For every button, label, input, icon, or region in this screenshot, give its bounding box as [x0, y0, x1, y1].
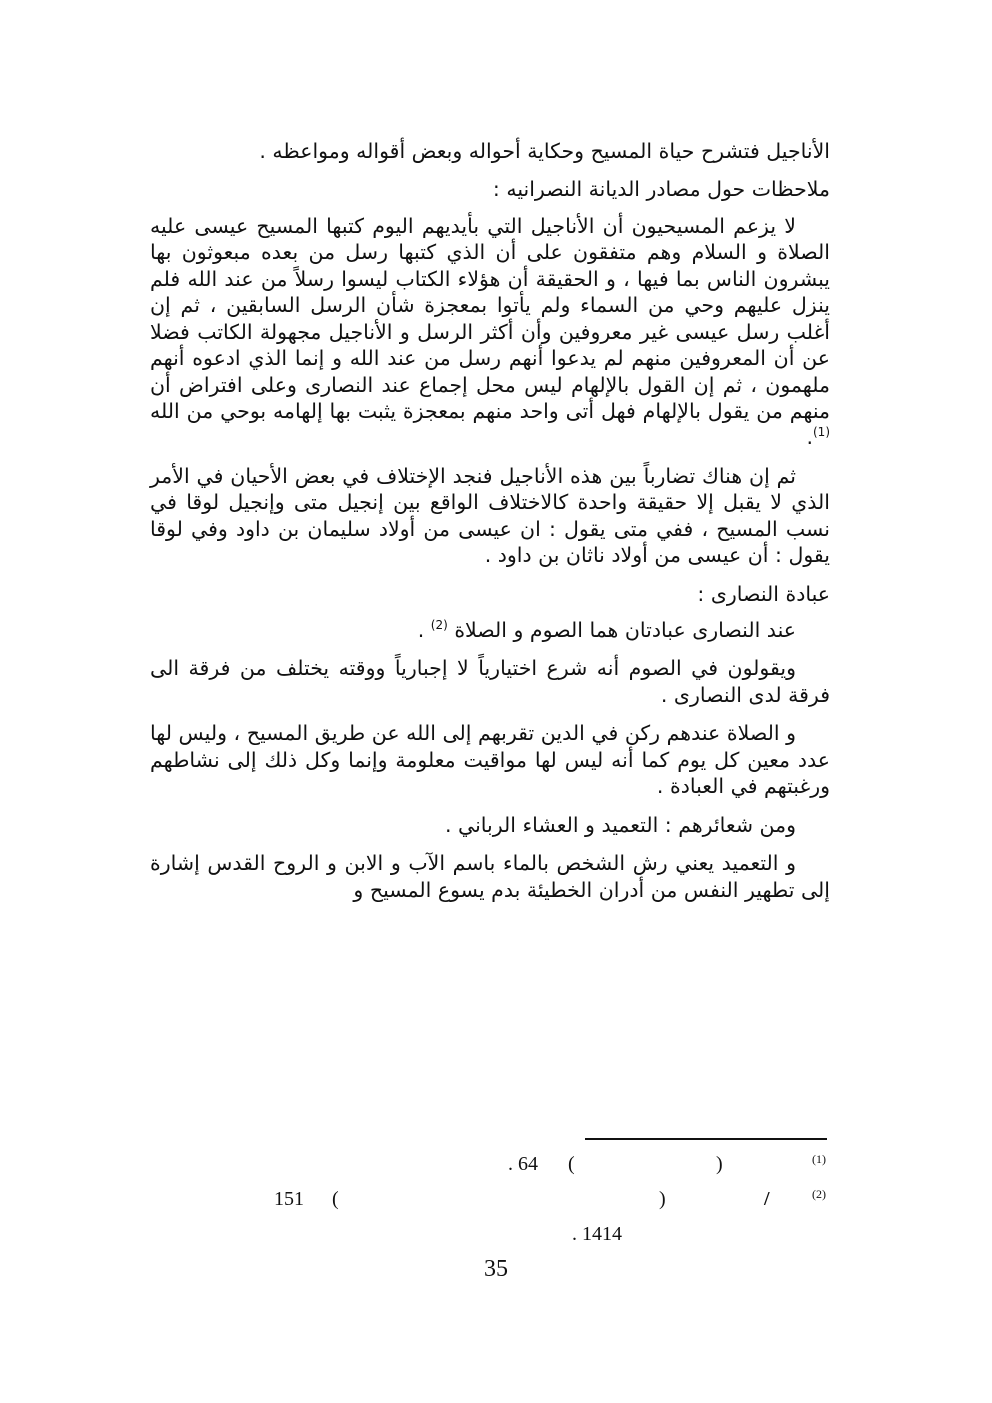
- paragraph-fasting: ويقولون في الصوم أنه شرع اختيارياً لا إجبارياً ووقته يختلف من فرقة الى فرقة لدى النصارى .: [150, 656, 830, 707]
- footnote-2-open-paren: (: [332, 1188, 339, 1210]
- footnote-2-page: 151: [274, 1188, 304, 1210]
- paragraph-two-worships: [150, 617, 830, 643]
- paragraph-end: .: [417, 618, 425, 642]
- section-heading-sources: ملاحظات حول مصادر الديانة النصرانيه :: [492, 177, 830, 202]
- footnote-2-mark: (2): [812, 1187, 826, 1201]
- paragraph-end: .: [806, 425, 813, 450]
- section-heading-worship: عبادة النصارى :: [697, 581, 830, 606]
- footnote-2-close-paren: ): [659, 1188, 666, 1210]
- continuation-line: الأناجيل فتشرح حياة المسيح وحكاية أحواله وبعض أقواله ومواعظه .: [259, 139, 830, 163]
- paragraph-prayer: و الصلاة عندهم ركن في الدين تقربهم إلى الله عن طريق المسيح ، وليس لها عدد معين كل يوم كما أنه ليس لها مواقيت معلومة وإنما وكل ذلك إلى نشاطهم ورغبتهم في العبادة .: [150, 721, 830, 799]
- footnote-1-open-paren: (: [568, 1153, 575, 1175]
- paragraph-rites: ومن شعائرهم : التعميد و العشاء الرباني .: [444, 812, 796, 837]
- paragraph-baptism: و التعميد يعني رش الشخص بالماء باسم الآب و الابن و الروح القدس إشارة إلى تطهير النفس من أدران الخطيئة بدم يسوع المسيح و: [150, 851, 830, 902]
- footnote-2-slash: /: [764, 1188, 770, 1210]
- footnote-divider: [585, 1138, 827, 1140]
- footnote-1-mark: (1): [812, 1152, 826, 1166]
- footnote-ref-1: (1): [812, 425, 830, 440]
- footnote-1-page: . 64: [508, 1153, 538, 1175]
- footnote-1-close-paren: ): [716, 1153, 723, 1175]
- paragraph-text: عند النصارى عبادتان هما الصوم و الصلاة: [454, 618, 796, 642]
- footnote-2-year: . 1414: [572, 1223, 622, 1245]
- paragraph-authorship: [150, 213, 830, 451]
- paragraph-contradictions: ثم إن هناك تضارباً بين هذه الأناجيل فنجد الإختلاف في بعض الأحيان في الأمر الذي لا يقبل إلا حقيقة واحدة كالاختلاف الواقع بين إنجيل متى وإنجيل لوقا في نسب المسيح ، ففي متى يقول : ان عيسى من أولاد سليمان بن داود وفي لوقا يقول : أن عيسى من أولاد ناثان بن داود .: [150, 463, 830, 568]
- body-text: [150, 138, 830, 915]
- footnote-ref-2: (2): [430, 618, 448, 633]
- page-number: 35: [484, 1256, 508, 1282]
- paragraph-text: لا يزعم المسيحيون أن الأناجيل التي بأيديهم اليوم كتبها المسيح عيسى عليه الصلاة و السلام وهم متفقون على أن الذي كتبها رسل من بعده مبعوثون بها يبشرون الناس بما فيها ، و الحقيقة أن هؤلاء الكتاب ليسوا رسلاً من عند الله فلم ينزل عليهم وحي من السماء ولم يأتوا بمعجزة شأن الرسل السابقين ، ثم إن أغلب رسل عيسى غير معروفين وأن أكثر الرسل و الأناجيل مجهولة الكاتب فضلا عن أن المعروفين منهم لم يدعوا أنهم رسل من عند الله و إنما الذي ادعوه أنهم ملهمون ، ثم إن القول بالإلهام ليس محل إجماع عند النصارى وعلى افتراض أن منهم من يقول بالإلهام فهل أتى واحد منهم بمعجزة يثبت بها إلهامه بوحي من الله: [150, 213, 830, 423]
